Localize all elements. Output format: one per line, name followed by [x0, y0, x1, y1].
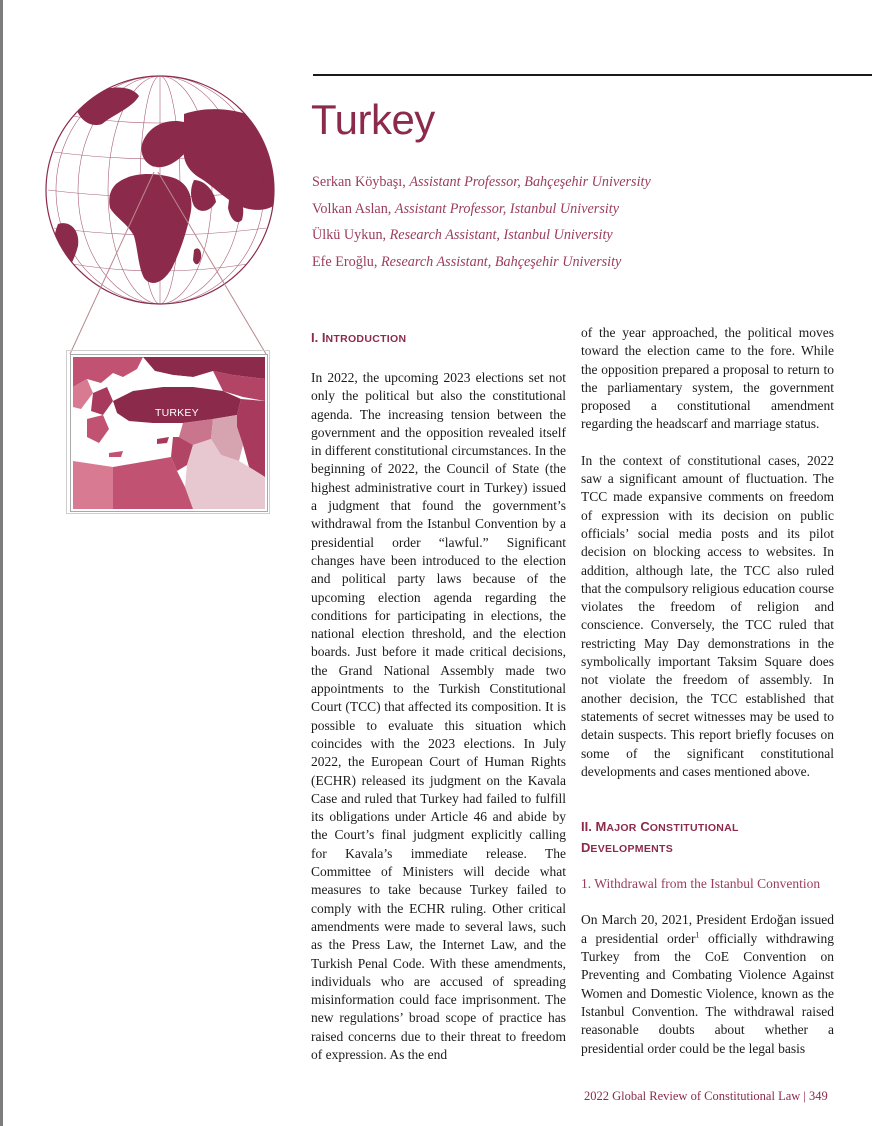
author-role: Research Assistant, Istanbul University [389, 227, 613, 243]
heading-word-cap: D [581, 840, 591, 856]
author-name: Serkan Köybaşı, [312, 174, 406, 190]
author-item [312, 172, 852, 199]
section-numeral: I. [311, 330, 319, 345]
section-heading-introduction [311, 328, 566, 349]
heading-word-rest: EVELOPMENTS [590, 843, 674, 856]
heading-word-cap: C [640, 819, 650, 835]
author-name: Volkan Aslan, [312, 200, 392, 217]
section-heading-major-developments [581, 817, 834, 859]
author-item [312, 225, 852, 252]
top-rule [313, 74, 872, 76]
text-column-right [581, 324, 834, 1058]
paragraph-intro: In 2022, the upcoming 2023 elections set not only the political but also the constitutional agenda. The increasing tension between the government and the opposition revealed itself in different constitutional circumstances. In the beginning of 2022, the Council of State (the highest administrative court in Turkey) issued a judgment that found the government’s withdrawal from the Istanbul Convention by a presidential order “lawful.” Significant changes have been introduced to the election and political party laws because of the upcoming election agenda regarding the conditions for participating in elections, the national election threshold, and the election boards. Just before it made critical decisions, the Grand National Assembly made two appointments to the Turkish Constitutional Court (TCC) that affected its composition. It is possible to evaluate this situation which coincides with the 2023 elections. In July 2022, the European Court of Human Rights (ECHR) released its judgment on the Kavala Case and ruled that Turkey had failed to fulfill its obligations under Article 46 and abide by the Court’s final judgment explicitly calling for Kavala’s immediate release. The Committee of Ministers will decide what measures to take because Turkey failed to comply with the ECHR ruling. Other critical amendments were made to several laws, such as the Press Law, the Internet Law, and the Turkish Penal Code. With these amendments, individuals who are accused of spreading misinformation could face imprisonment. The new regulations’ broad scope of practice has raised concerns due to their threat to freedom of expression. As the end [311, 370, 566, 1062]
author-role: Assistant Professor, Istanbul University [394, 200, 620, 217]
text-column-left [311, 328, 566, 1064]
globe-icon [44, 74, 276, 306]
inset-map [70, 354, 268, 512]
paragraph-withdrawal-part1: On March 20, 2021, President Erdoğan issued a presidential order [581, 912, 834, 946]
subsection-heading: 1. Withdrawal from the Istanbul Convention [581, 876, 821, 892]
section-heading-rest: NTRODUCTION [325, 333, 407, 345]
section-numeral: II. [581, 819, 592, 835]
author-name: Efe Eroğlu, [312, 253, 378, 270]
page-left-edge [0, 0, 3, 1126]
region-map-icon [73, 357, 265, 509]
paragraph-withdrawal [581, 911, 834, 1057]
page-footer: 2022 Global Review of Constitutional Law | 349 [584, 1089, 828, 1103]
section-heading-cap: I [321, 330, 326, 345]
paragraph-cases: In the context of constitutional cases, 2022 saw a significant amount of fluctuation. The TCC made expansive comments on freedom of expression with its decision on public officials’ social media posts and its pilot decision on blocking access to websites. In addition, although late, the TCC also ruled that the compulsory religious education course violates the freedom of religion and conscience. Conversely, the TCC ruled that restricting May Day demonstrations in the symbolically important Taksim Square does not violate the freedom of assembly. In another decision, the TCC established that statements of secret witnesses may be used to detain suspects. This report briefly focuses on some of the significant constitutional developments and cases mentioned above. [581, 452, 834, 779]
author-item [312, 199, 852, 226]
author-list [312, 172, 852, 278]
paragraph-withdrawal-part2: officially withdrawing Turkey from the CoE Convention on Preventing and Combating Violence Against Women and Domestic Violence, known as the Istanbul Convention. The withdrawal raised reasonable doubts about whether a presidential order could be the legal basis [581, 930, 834, 1056]
footnote-marker[interactable]: 1 [695, 930, 700, 940]
map-label-turkey: TURKEY [155, 407, 199, 419]
page-title: Turkey [311, 96, 435, 143]
author-item [312, 252, 852, 279]
author-role: Research Assistant, Bahçeşehir University [380, 253, 622, 270]
author-role: Assistant Professor, Bahçeşehir University [409, 174, 651, 190]
heading-word-rest: ONSTITUTIONAL [649, 822, 739, 835]
paragraph-elections: of the year approached, the political moves toward the election came to the fore. While the opposition prepared a proposal to return to the parliamentary system, the government proposed a constitutional amendment regarding the headscarf and marriage status. [581, 325, 834, 432]
globe-illustration [44, 74, 276, 311]
author-name: Ülkü Uykun, [312, 227, 387, 243]
heading-word-cap: M [595, 819, 607, 835]
heading-word-rest: AJOR [606, 822, 637, 835]
